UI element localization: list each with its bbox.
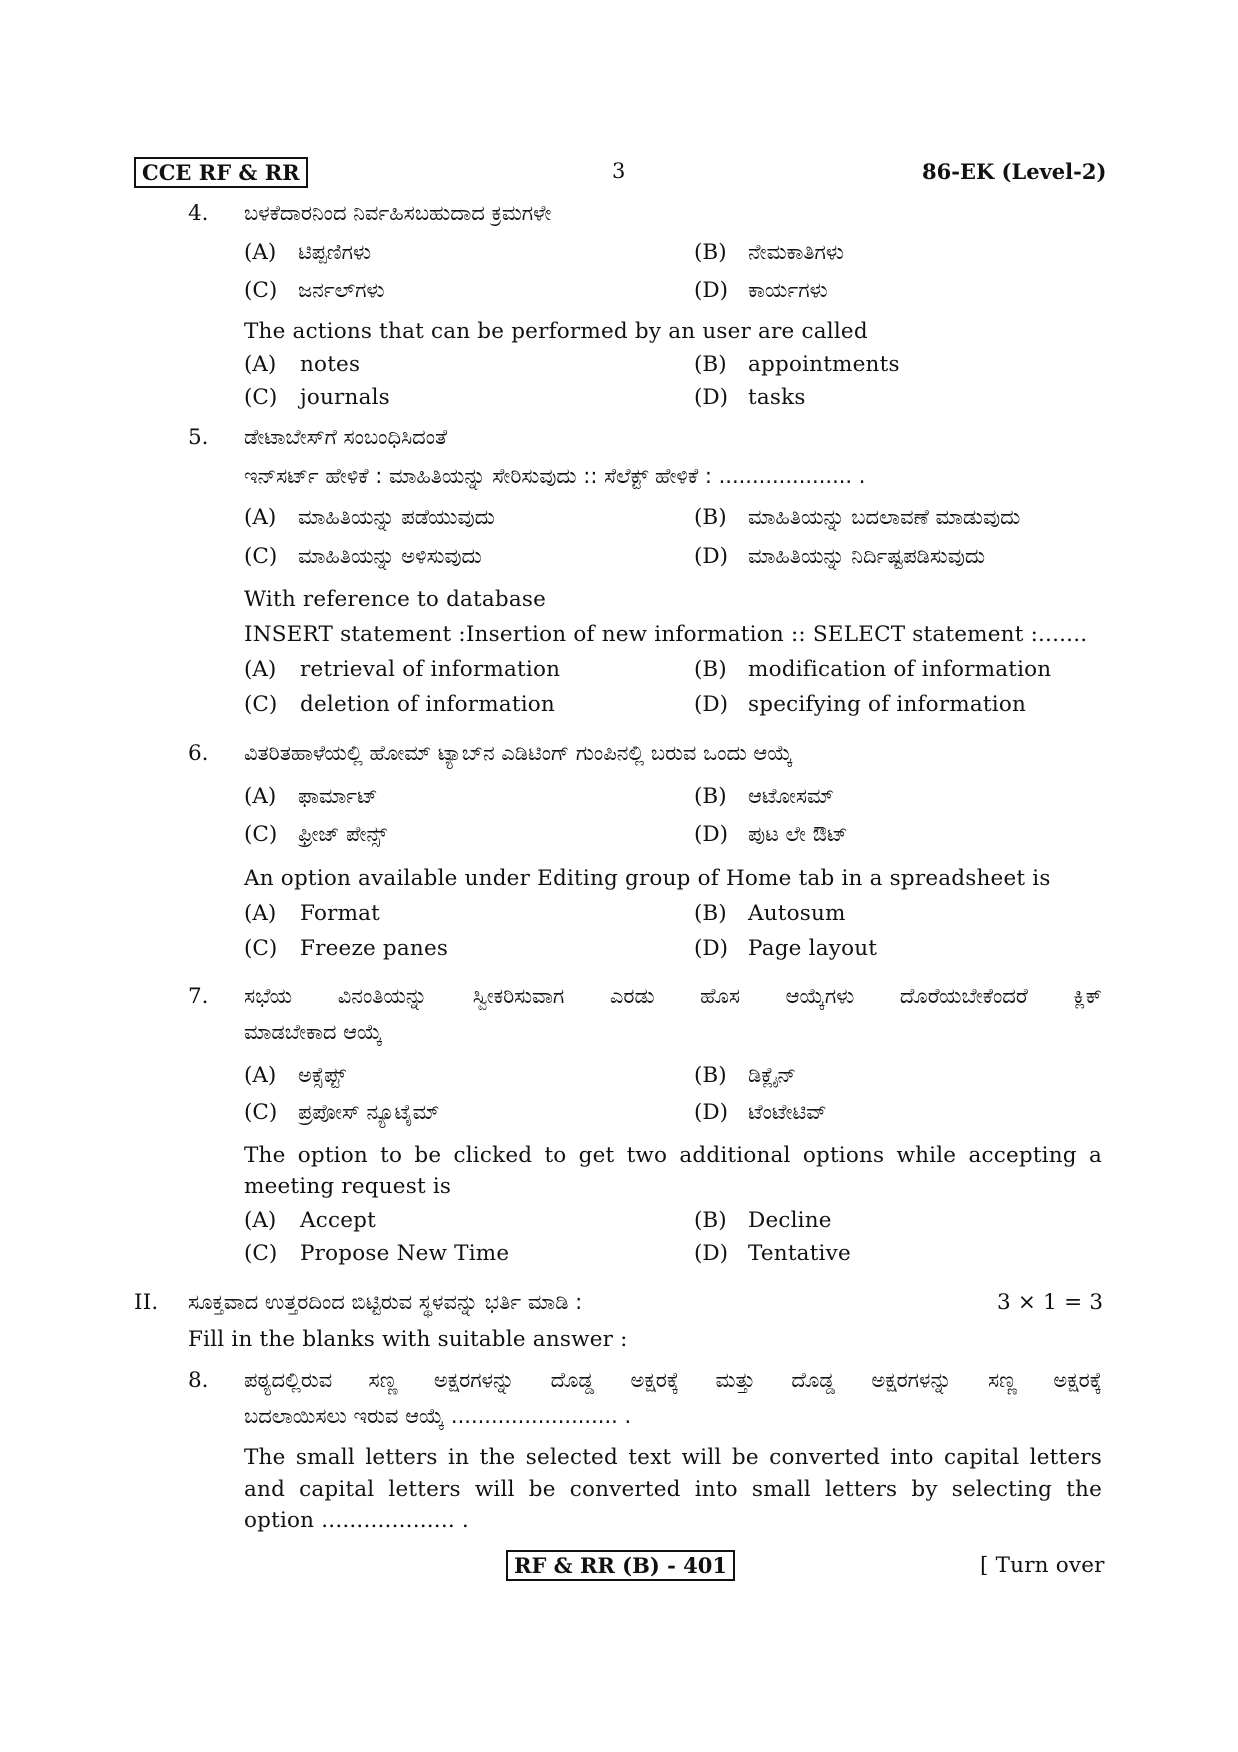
option-label: (C) xyxy=(244,385,278,410)
option-label: (A) xyxy=(244,657,277,682)
option-text: modification of information xyxy=(748,657,1052,682)
option-text: Accept xyxy=(300,1208,376,1233)
option-text: ಟಿಪ್ಪಣಿಗಳು xyxy=(298,240,372,264)
option-text: ಅಕ್ಸೆಪ್ಟ್ xyxy=(298,1063,346,1087)
section-marks: 3 × 1 = 3 xyxy=(997,1290,1104,1315)
question-number: 6. xyxy=(188,741,209,766)
option-label: (C) xyxy=(244,1100,278,1125)
option-label: (A) xyxy=(244,240,277,265)
option-label: (A) xyxy=(244,352,277,377)
option-label: (B) xyxy=(694,901,727,926)
english-stem: option ................... . xyxy=(244,1508,469,1533)
option-label: (D) xyxy=(694,544,729,569)
option-label: (D) xyxy=(694,822,729,847)
option-text: appointments xyxy=(748,352,900,377)
kannada-stem: ವಿತರಿತಹಾಳೆಯಲ್ಲಿ ಹೋಮ್ ಟ್ಯಾಬ್‌ನ ಎಡಿಟಿಂಗ್ ಗುಂಪಿನಲ್ಲಿ ಬರುವ ಒಂದು ಆಯ್ಕೆ xyxy=(244,741,793,765)
option-text: ನೇಮಕಾತಿಗಳು xyxy=(748,240,844,264)
option-label: (C) xyxy=(244,692,278,717)
option-text: ಮಾಹಿತಿಯನ್ನು ಬದಲಾವಣೆ ಮಾಡುವುದು xyxy=(748,505,1021,529)
option-label: (B) xyxy=(694,505,727,530)
kannada-stem: ಸಭೆಯ ವಿನಂತಿಯನ್ನು ಸ್ವೀಕರಿಸುವಾಗ ಎರಡು ಹೊಸ ಆಯ್ಕೆಗಳು ದೊರೆಯಬೇಕೆಂದರೆ ಕ್ಲಿಕ್ xyxy=(244,984,1102,1008)
option-label: (C) xyxy=(244,278,278,303)
option-label: (C) xyxy=(244,822,278,847)
kannada-stem: ಮಾಡಬೇಕಾದ ಆಯ್ಕೆ xyxy=(244,1020,383,1044)
page-number: 3 xyxy=(612,159,626,183)
option-text: Propose New Time xyxy=(300,1241,510,1266)
option-label: (D) xyxy=(694,1241,729,1266)
option-label: (B) xyxy=(694,657,727,682)
english-stem: and capital letters will be converted into small letters by selecting the xyxy=(244,1477,1102,1502)
turn-over-note: [ Turn over xyxy=(980,1553,1105,1578)
option-label: (A) xyxy=(244,901,277,926)
option-label: (D) xyxy=(694,1100,729,1125)
header-right-code: 86-EK (Level-2) xyxy=(922,159,1107,184)
option-text: ಡಿಕ್ಲೈನ್ xyxy=(748,1063,797,1087)
option-label: (B) xyxy=(694,784,727,809)
option-text: deletion of information xyxy=(300,692,555,717)
option-label: (A) xyxy=(244,505,277,530)
english-stem: meeting request is xyxy=(244,1174,452,1199)
option-label: (C) xyxy=(244,1241,278,1266)
question-number: 8. xyxy=(188,1368,209,1393)
option-text: Page layout xyxy=(748,936,878,961)
option-text: journals xyxy=(300,385,390,410)
kannada-stem: ಪಠ್ಯದಲ್ಲಿರುವ ಸಣ್ಣ ಅಕ್ಷರಗಳನ್ನು ದೊಡ್ಡ ಅಕ್ಷರಕ್ಕೆ ಮತ್ತು ದೊಡ್ಡ ಅಕ್ಷರಗಳನ್ನು ಸಣ್ಣ ಅಕ್ಷರಕ್ಕೆ xyxy=(244,1368,1102,1392)
section-title-english: Fill in the blanks with suitable answer : xyxy=(188,1327,628,1352)
option-text: ಪ್ರಪೋಸ್ ನ್ಯೂಟೈಮ್ xyxy=(298,1100,440,1124)
option-text: ಪುಟ ಲೇ ಔಟ್ xyxy=(748,822,848,846)
option-label: (C) xyxy=(244,936,278,961)
question-number: 5. xyxy=(188,425,209,450)
option-label: (B) xyxy=(694,240,727,265)
option-text: ಕಾರ್ಯಗಳು xyxy=(748,278,828,302)
footer-paper-code: RF & RR (B) - 401 xyxy=(506,1550,735,1581)
option-label: (A) xyxy=(244,1063,277,1088)
section-roman-numeral: II. xyxy=(134,1290,159,1315)
option-label: (B) xyxy=(694,352,727,377)
option-text: ಮಾಹಿತಿಯನ್ನು ಅಳಿಸುವುದು xyxy=(298,544,482,568)
option-text: ಜರ್ನಲ್‌ಗಳು xyxy=(298,278,385,302)
option-text: Format xyxy=(300,901,381,926)
option-label: (D) xyxy=(694,692,729,717)
option-text: tasks xyxy=(748,385,806,410)
english-stem: The small letters in the selected text will be converted into capital letters xyxy=(244,1445,1102,1470)
option-label: (C) xyxy=(244,544,278,569)
option-text: Autosum xyxy=(748,901,846,926)
english-stem: INSERT statement :Insertion of new information :: SELECT statement :....... xyxy=(244,622,1088,647)
kannada-stem: ಬಳಕೆದಾರನಿಂದ ನಿರ್ವಹಿಸಬಹುದಾದ ಕ್ರಮಗಳೇ xyxy=(244,201,552,225)
option-text: ಟೆಂಟೇಟಿವ್ xyxy=(748,1100,827,1124)
english-stem: With reference to database xyxy=(244,587,547,612)
option-label: (B) xyxy=(694,1208,727,1233)
option-text: ಮಾಹಿತಿಯನ್ನು ಪಡೆಯುವುದು xyxy=(298,505,495,529)
option-text: ಆಟೋಸಮ್ xyxy=(748,784,834,808)
kannada-stem: ಬದಲಾಯಿಸಲು ಇರುವ ಆಯ್ಕೆ ......................... . xyxy=(244,1404,632,1428)
question-number: 4. xyxy=(188,201,209,226)
option-label: (D) xyxy=(694,385,729,410)
option-label: (D) xyxy=(694,936,729,961)
option-text: ಫ್ರೀಜ್ ಪೇನ್ಸ್ xyxy=(298,822,387,846)
option-text: notes xyxy=(300,352,361,377)
english-stem: The option to be clicked to get two additional options while accepting a xyxy=(244,1143,1102,1168)
option-label: (D) xyxy=(694,278,729,303)
option-text: ಫಾರ್ಮಾಟ್ xyxy=(298,784,378,808)
question-number: 7. xyxy=(188,984,209,1009)
option-label: (A) xyxy=(244,1208,277,1233)
option-text: ಮಾಹಿತಿಯನ್ನು ನಿರ್ದಿಷ್ಟಪಡಿಸುವುದು xyxy=(748,544,986,568)
option-label: (A) xyxy=(244,784,277,809)
english-stem: The actions that can be performed by an user are called xyxy=(244,319,868,344)
option-text: Tentative xyxy=(748,1241,851,1266)
option-text: specifying of information xyxy=(748,692,1027,717)
option-text: retrieval of information xyxy=(300,657,561,682)
option-text: Decline xyxy=(748,1208,832,1233)
english-stem: An option available under Editing group of Home tab in a spreadsheet is xyxy=(244,866,1051,891)
option-label: (B) xyxy=(694,1063,727,1088)
section-title-kannada: ಸೂಕ್ತವಾದ ಉತ್ತರದಿಂದ ಬಿಟ್ಟಿರುವ ಸ್ಥಳವನ್ನು ಭರ್ತಿ ಮಾಡಿ : xyxy=(188,1290,583,1314)
header-left-code: CCE RF & RR xyxy=(134,157,308,188)
kannada-stem: ಡೇಟಾಬೇಸ್‌ಗೆ ಸಂಬಂಧಿಸಿದಂತೆ xyxy=(244,425,448,449)
option-text: Freeze panes xyxy=(300,936,449,961)
kannada-stem: ಇನ್‌ಸರ್ಟ್ ಹೇಳಿಕೆ : ಮಾಹಿತಿಯನ್ನು ಸೇರಿಸುವುದು :: ಸೆಲೆಕ್ಟ್ ಹೇಳಿಕೆ : .................... . xyxy=(244,464,866,488)
